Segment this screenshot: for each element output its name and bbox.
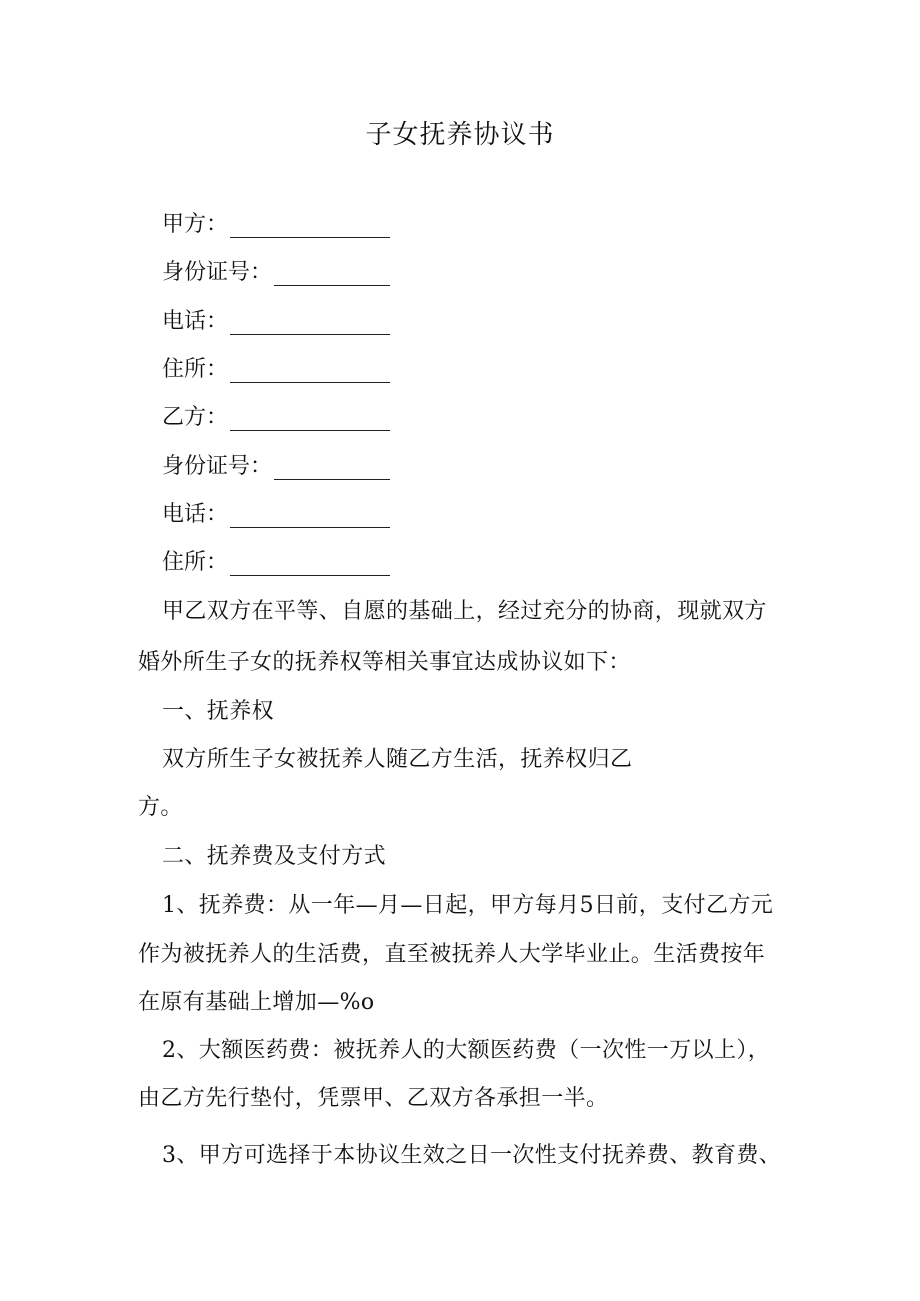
section2-item3-line-1: 3、甲方可选择于本协议生效之日一次性支付抚养费、教育费、 [162, 1143, 782, 1168]
party-a-phone-label: 电话： [162, 309, 229, 334]
section2-item2-line-1: 2、大额医药费：被抚养人的大额医药费（一次性一万以上）， [162, 1038, 771, 1063]
section1-line-1: 双方所生子女被抚养人随乙方生活，抚养权归乙 [162, 747, 633, 772]
party-a-phone-field [162, 307, 390, 337]
section2-item1-line-2: 作为被抚养人的生活费，直至被抚养人大学毕业止。生活费按年 [138, 942, 766, 967]
intro-line-1: 甲乙双方在平等、自愿的基础上，经过充分的协商，现就双方 [162, 599, 767, 624]
party-b-address-field [162, 548, 390, 578]
section1-heading: 一、抚养权 [162, 699, 275, 724]
party-b-address-label: 住所： [162, 550, 229, 575]
party-b-id-field [162, 452, 390, 482]
party-b-id-label: 身份证号： [162, 454, 273, 479]
party-a-address-blank[interactable] [230, 355, 390, 383]
party-b-phone-label: 电话： [162, 502, 229, 527]
party-b-address-blank[interactable] [230, 548, 390, 576]
intro-line-2: 婚外所生子女的抚养权等相关事宜达成协议如下： [138, 650, 631, 675]
party-b-phone-blank[interactable] [230, 500, 390, 528]
party-a-name-blank[interactable] [230, 210, 390, 238]
party-b-id-blank[interactable] [274, 452, 390, 480]
section2-item1-line-3: 在原有基础上增加—%o [138, 990, 375, 1015]
party-a-phone-blank[interactable] [230, 307, 390, 335]
party-a-name-field [162, 210, 390, 240]
party-b-name-field [162, 403, 390, 433]
section1-line-2: 方。 [138, 795, 183, 820]
section2-item2-line-2: 由乙方先行垫付，凭票甲、乙双方各承担一半。 [138, 1086, 609, 1111]
party-a-id-field [162, 258, 390, 288]
party-a-name-label: 甲方： [162, 212, 229, 237]
party-a-id-label: 身份证号： [162, 260, 273, 285]
party-b-name-label: 乙方： [162, 405, 229, 430]
party-a-address-label: 住所： [162, 357, 229, 382]
section2-heading: 二、抚养费及支付方式 [162, 844, 387, 869]
section2-item1-line-1: 1、抚养费：从一年—月—日起，甲方每月5日前，支付乙方元 [162, 893, 774, 918]
party-a-address-field [162, 355, 390, 385]
document-title: 子女抚养协议书 [365, 120, 555, 150]
party-b-name-blank[interactable] [230, 403, 390, 431]
party-b-phone-field [162, 500, 390, 530]
party-a-id-blank[interactable] [274, 258, 390, 286]
